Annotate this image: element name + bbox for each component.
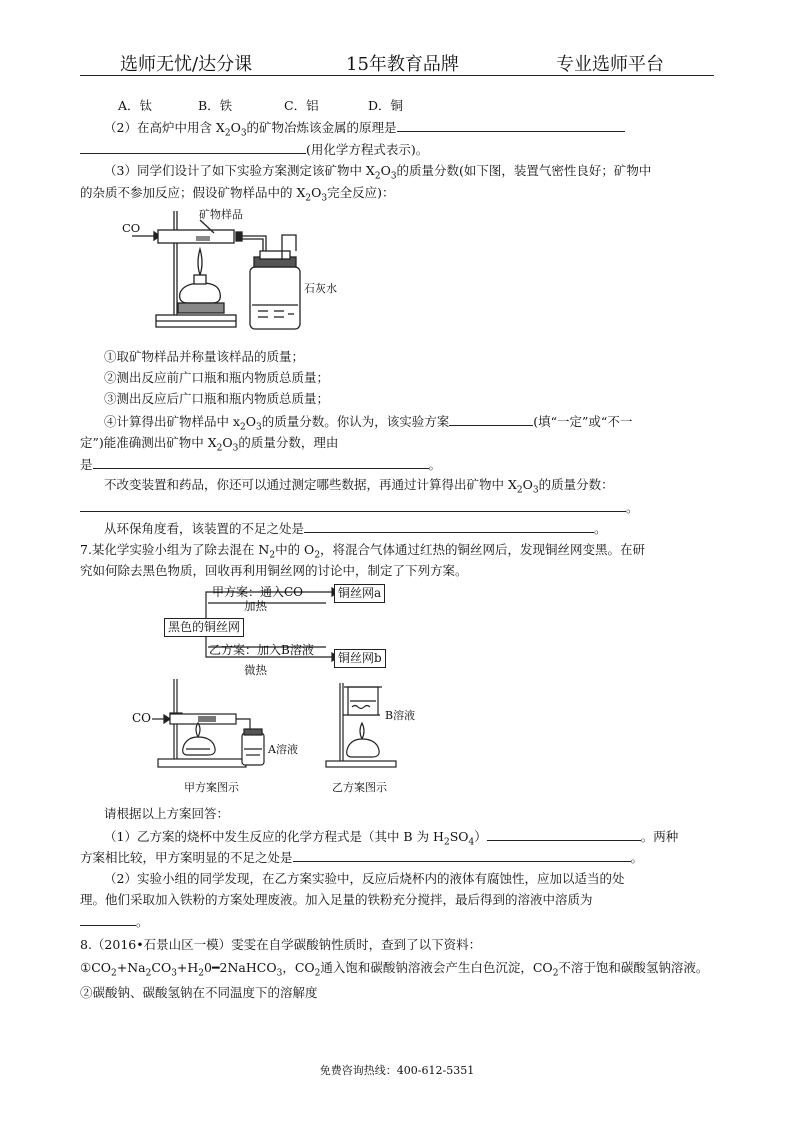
answer-blank[interactable]: [304, 520, 594, 533]
flow-plan-a-condition: 加热: [244, 599, 267, 613]
apparatus-figure-1: [118, 205, 348, 337]
fig1-co-label: CO: [122, 221, 141, 235]
q6-part2-line2: (用化学方程式表示)。: [80, 141, 428, 158]
header-center: 15年教育品牌: [346, 54, 459, 75]
answer-blank[interactable]: [80, 141, 306, 154]
footer-hotline: 免费咨询热线：400-612-5351: [319, 1064, 475, 1077]
q8-item2: ②碳酸钠、碳酸氢钠在不同温度下的溶解度: [80, 985, 318, 1000]
answer-blank[interactable]: [397, 119, 625, 132]
fig1-sample-label: 矿物样品: [199, 208, 243, 221]
q8-intro: 8.（2016•石景山区一模）雯雯在自学碳酸钠性质时，查到了以下资料：: [80, 937, 482, 952]
step-4-line1: ④计算得出矿物样品中 $x_2O_3$的质量分数。你认为，该实验方案 (填“一定”或“不一: [104, 414, 633, 433]
fig2-caption-b: 乙方案图示: [332, 781, 387, 794]
answer-blank[interactable]: [487, 828, 641, 841]
header-right: 专业选师平台: [556, 54, 664, 75]
option-c: C．铝: [284, 98, 319, 113]
q7-part2-line2: 理。他们采取加入铁粉的方案处理废液。加入足量的铁粉充分搅拌，最后得到的溶液中溶质为: [80, 892, 593, 907]
q8-item1: $①CO_2+Na_2CO_3+H_20━2NaHCO_3$，$CO_2$通入饱和碳酸钠溶液会产生白色沉淀，$CO_2$不溶于饱和碳酸氢钠溶液。: [80, 960, 709, 979]
fig2-co-label: CO: [132, 711, 152, 725]
q6-more-data-blank: 。: [80, 499, 639, 516]
answer-blank[interactable]: [80, 913, 136, 926]
flow-result-b: 铜丝网b: [334, 649, 386, 668]
q6-more-data: 不改变装置和药品，你还可以通过测定哪些数据，再通过计算得出矿物中 $X_2O_3$的质量分数：: [104, 477, 614, 496]
apparatus-figure-2: [130, 675, 430, 775]
fig2-a-solution-label: A溶液: [268, 743, 298, 756]
flow-plan-b-condition: 微热: [244, 663, 267, 677]
answer-blank[interactable]: [80, 499, 626, 512]
step-3: ③测出反应后广口瓶和瓶内物质总质量；: [104, 391, 330, 406]
q7-intro-line2: 究如何除去黑色物质，回收再利用铜丝网的讨论中，制定了下列方案。: [80, 563, 468, 578]
q7-intro-line1: 7.某化学实验小组为了除去混在 $N_2$中的 $O_2$，将混合气体通过红热的铜丝网后，发现铜丝网变黑。在研: [80, 542, 646, 561]
q6-part2-line1: （2）在高炉中用含 $X_2O_3$的矿物冶炼该金属的原理是: [104, 119, 625, 136]
q6-part3-line2: 的杂质不参加反应；假设矿物样品中的 $X_2O_3$完全反应)：: [80, 185, 395, 204]
q7-part1-line1: （1）乙方案的烧杯中发生反应的化学方程式是（其中 B 为 $H_2SO_4$） 。两种: [104, 829, 679, 848]
step-1: ①取矿物样品并称量该样品的质量；: [104, 349, 305, 364]
header-left: 选师无忧/达分课: [120, 54, 253, 75]
fig2-b-solution-label: B溶液: [385, 709, 416, 722]
flow-plan-b: 乙方案：加入B溶液: [209, 643, 314, 657]
q6-env: 从环保角度看，该装置的不足之处是 。: [104, 521, 607, 536]
answer-blank[interactable]: [93, 456, 429, 469]
fig1-limewater-label: 石灰水: [304, 282, 337, 295]
answer-blank[interactable]: [449, 413, 533, 426]
step-2: ②测出反应前广口瓶和瓶内物质总质量；: [104, 370, 330, 385]
step-4-line2: 定”)能准确测出矿物中 $X_2O_3$的质量分数，理由: [80, 435, 339, 454]
flow-plan-a: 甲方案：通入CO: [212, 585, 304, 599]
q7-part2-line1: （2）实验小组的同学发现，在乙方案实验中，反应后烧杯内的液体有腐蚀性，应加以适当的处: [104, 871, 625, 886]
flow-result-a: 铜丝网a: [334, 584, 385, 603]
option-b: B．铁: [198, 98, 233, 113]
option-a: A．钛: [118, 98, 153, 113]
header-rule: [80, 75, 714, 76]
fig2-caption-a: 甲方案图示: [184, 781, 239, 794]
step-4-line3: 是 。: [80, 457, 442, 472]
q7-part2-line3: 。: [80, 913, 149, 930]
flow-start-box: 黑色的铜丝网: [164, 618, 244, 637]
q6-part3-line1: （3）同学们设计了如下实验方案测定该矿物中 $X_2O_3$的质量分数(如下图，装置气密性良好；矿物中: [104, 163, 652, 182]
q7-ask: 请根据以上方案回答：: [104, 806, 230, 821]
option-d: D．铜: [368, 98, 404, 113]
answer-blank[interactable]: [293, 849, 631, 862]
q7-part1-line2: 方案相比较，甲方案明显的不足之处是 。: [80, 850, 644, 865]
